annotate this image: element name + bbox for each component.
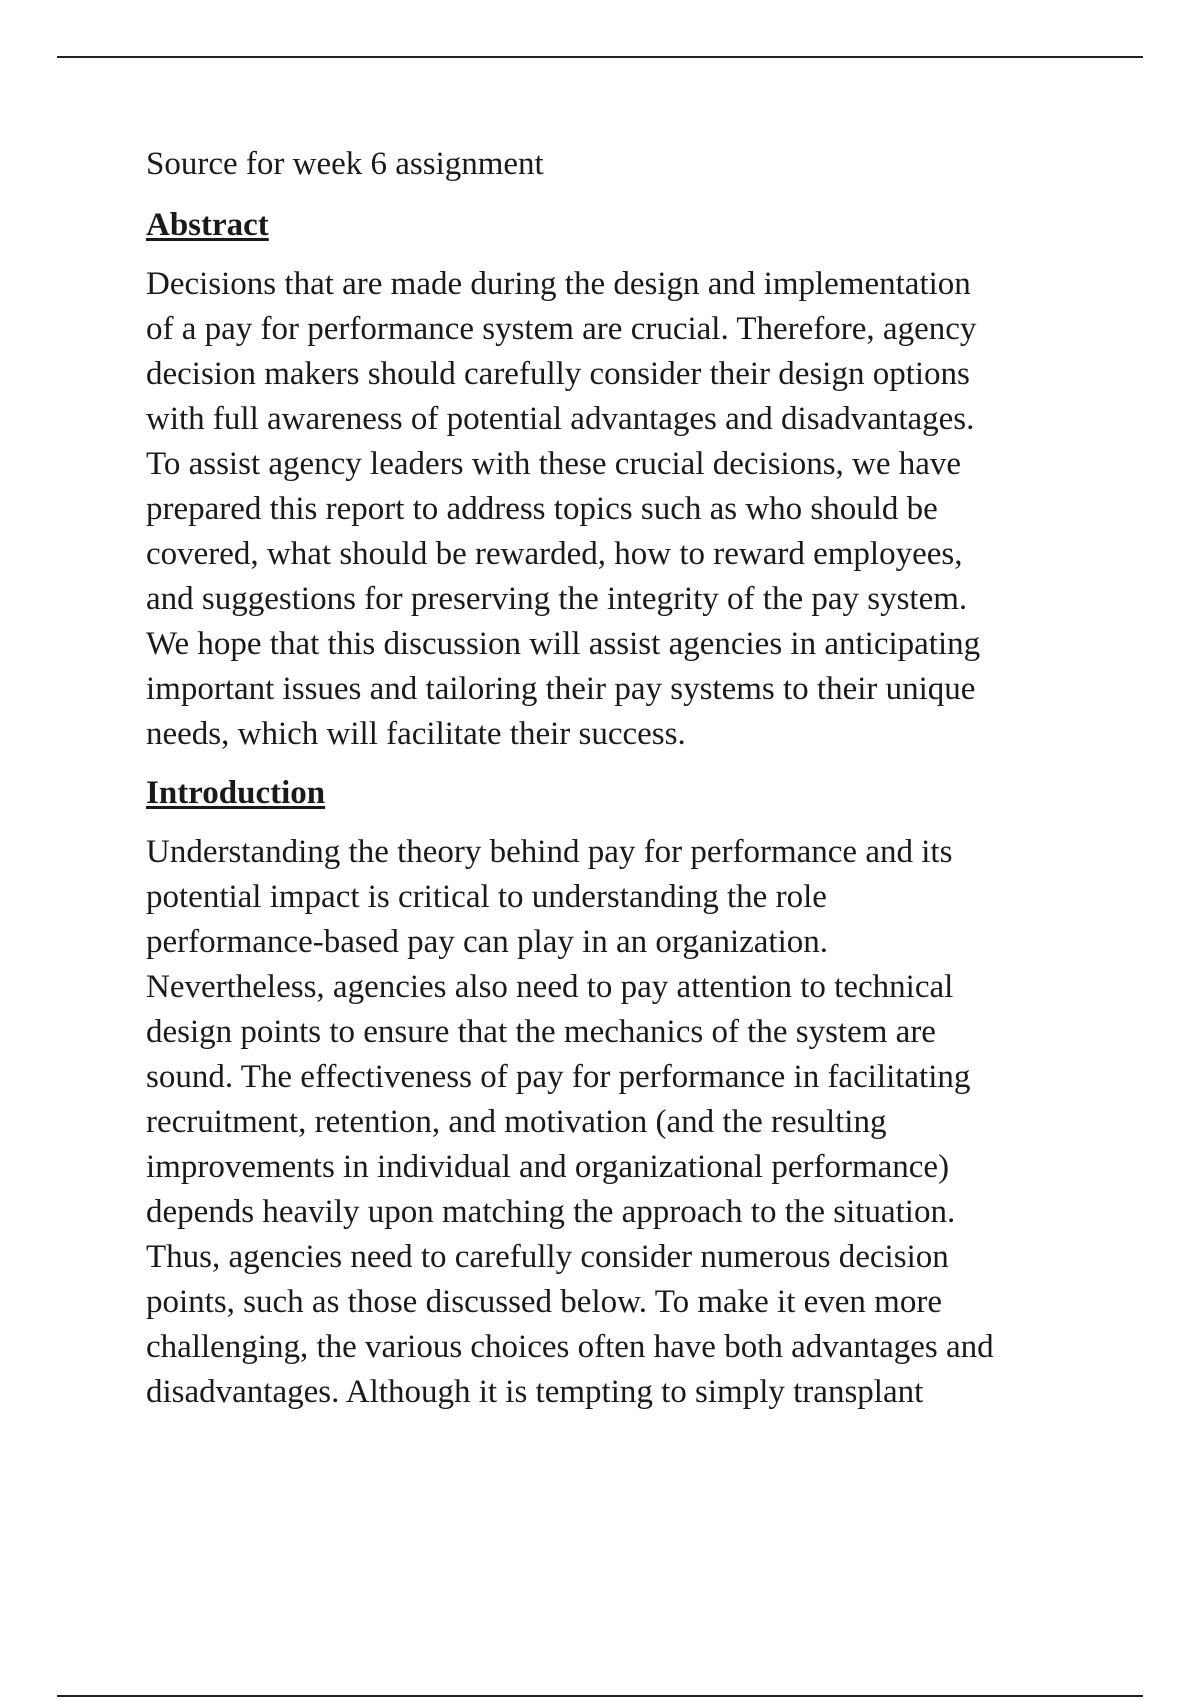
abstract-paragraph (146, 262, 1106, 757)
introduction-line: design points to ensure that the mechanics of the system are (146, 1014, 936, 1050)
abstract-line: and suggestions for preserving the integrity of the pay system. (146, 581, 968, 617)
abstract-line: of a pay for performance system are crucial. Therefore, agency (146, 311, 977, 347)
introduction-line: Nevertheless, agencies also need to pay attention to technical (146, 969, 954, 1005)
bottom-rule (57, 1695, 1143, 1697)
abstract-line: prepared this report to address topics such as who should be (146, 491, 938, 527)
document-body (146, 142, 1106, 1429)
abstract-line: To assist agency leaders with these crucial decisions, we have (146, 446, 962, 482)
source-line: Source for week 6 assignment (146, 146, 544, 182)
introduction-line: potential impact is critical to understanding the role (146, 879, 827, 915)
abstract-line: needs, which will facilitate their success. (146, 716, 686, 752)
introduction-line: sound. The effectiveness of pay for performance in facilitating (146, 1059, 971, 1095)
abstract-line: covered, what should be rewarded, how to reward employees, (146, 536, 963, 572)
introduction-line: performance-based pay can play in an organization. (146, 924, 829, 960)
abstract-line: with full awareness of potential advantages and disadvantages. (146, 401, 975, 437)
introduction-line: Thus, agencies need to carefully consider numerous decision (146, 1239, 949, 1275)
abstract-heading: Abstract (146, 207, 269, 243)
abstract-line: important issues and tailoring their pay systems to their unique (146, 671, 976, 707)
abstract-line: Decisions that are made during the design and implementation (146, 266, 971, 302)
introduction-paragraph (146, 830, 1106, 1415)
introduction-line: challenging, the various choices often have both advantages and (146, 1329, 994, 1365)
top-rule (57, 56, 1143, 58)
abstract-line: We hope that this discussion will assist agencies in anticipating (146, 626, 981, 662)
introduction-line: points, such as those discussed below. To make it even more (146, 1284, 942, 1320)
introduction-line: recruitment, retention, and motivation (and the resulting (146, 1104, 887, 1140)
abstract-line: decision makers should carefully consider their design options (146, 356, 970, 392)
introduction-line: disadvantages. Although it is tempting to simply transplant (146, 1374, 924, 1410)
introduction-heading: Introduction (146, 775, 326, 811)
introduction-line: depends heavily upon matching the approach to the situation. (146, 1194, 956, 1230)
introduction-line: improvements in individual and organizational performance) (146, 1149, 950, 1185)
introduction-line: Understanding the theory behind pay for performance and its (146, 834, 953, 870)
